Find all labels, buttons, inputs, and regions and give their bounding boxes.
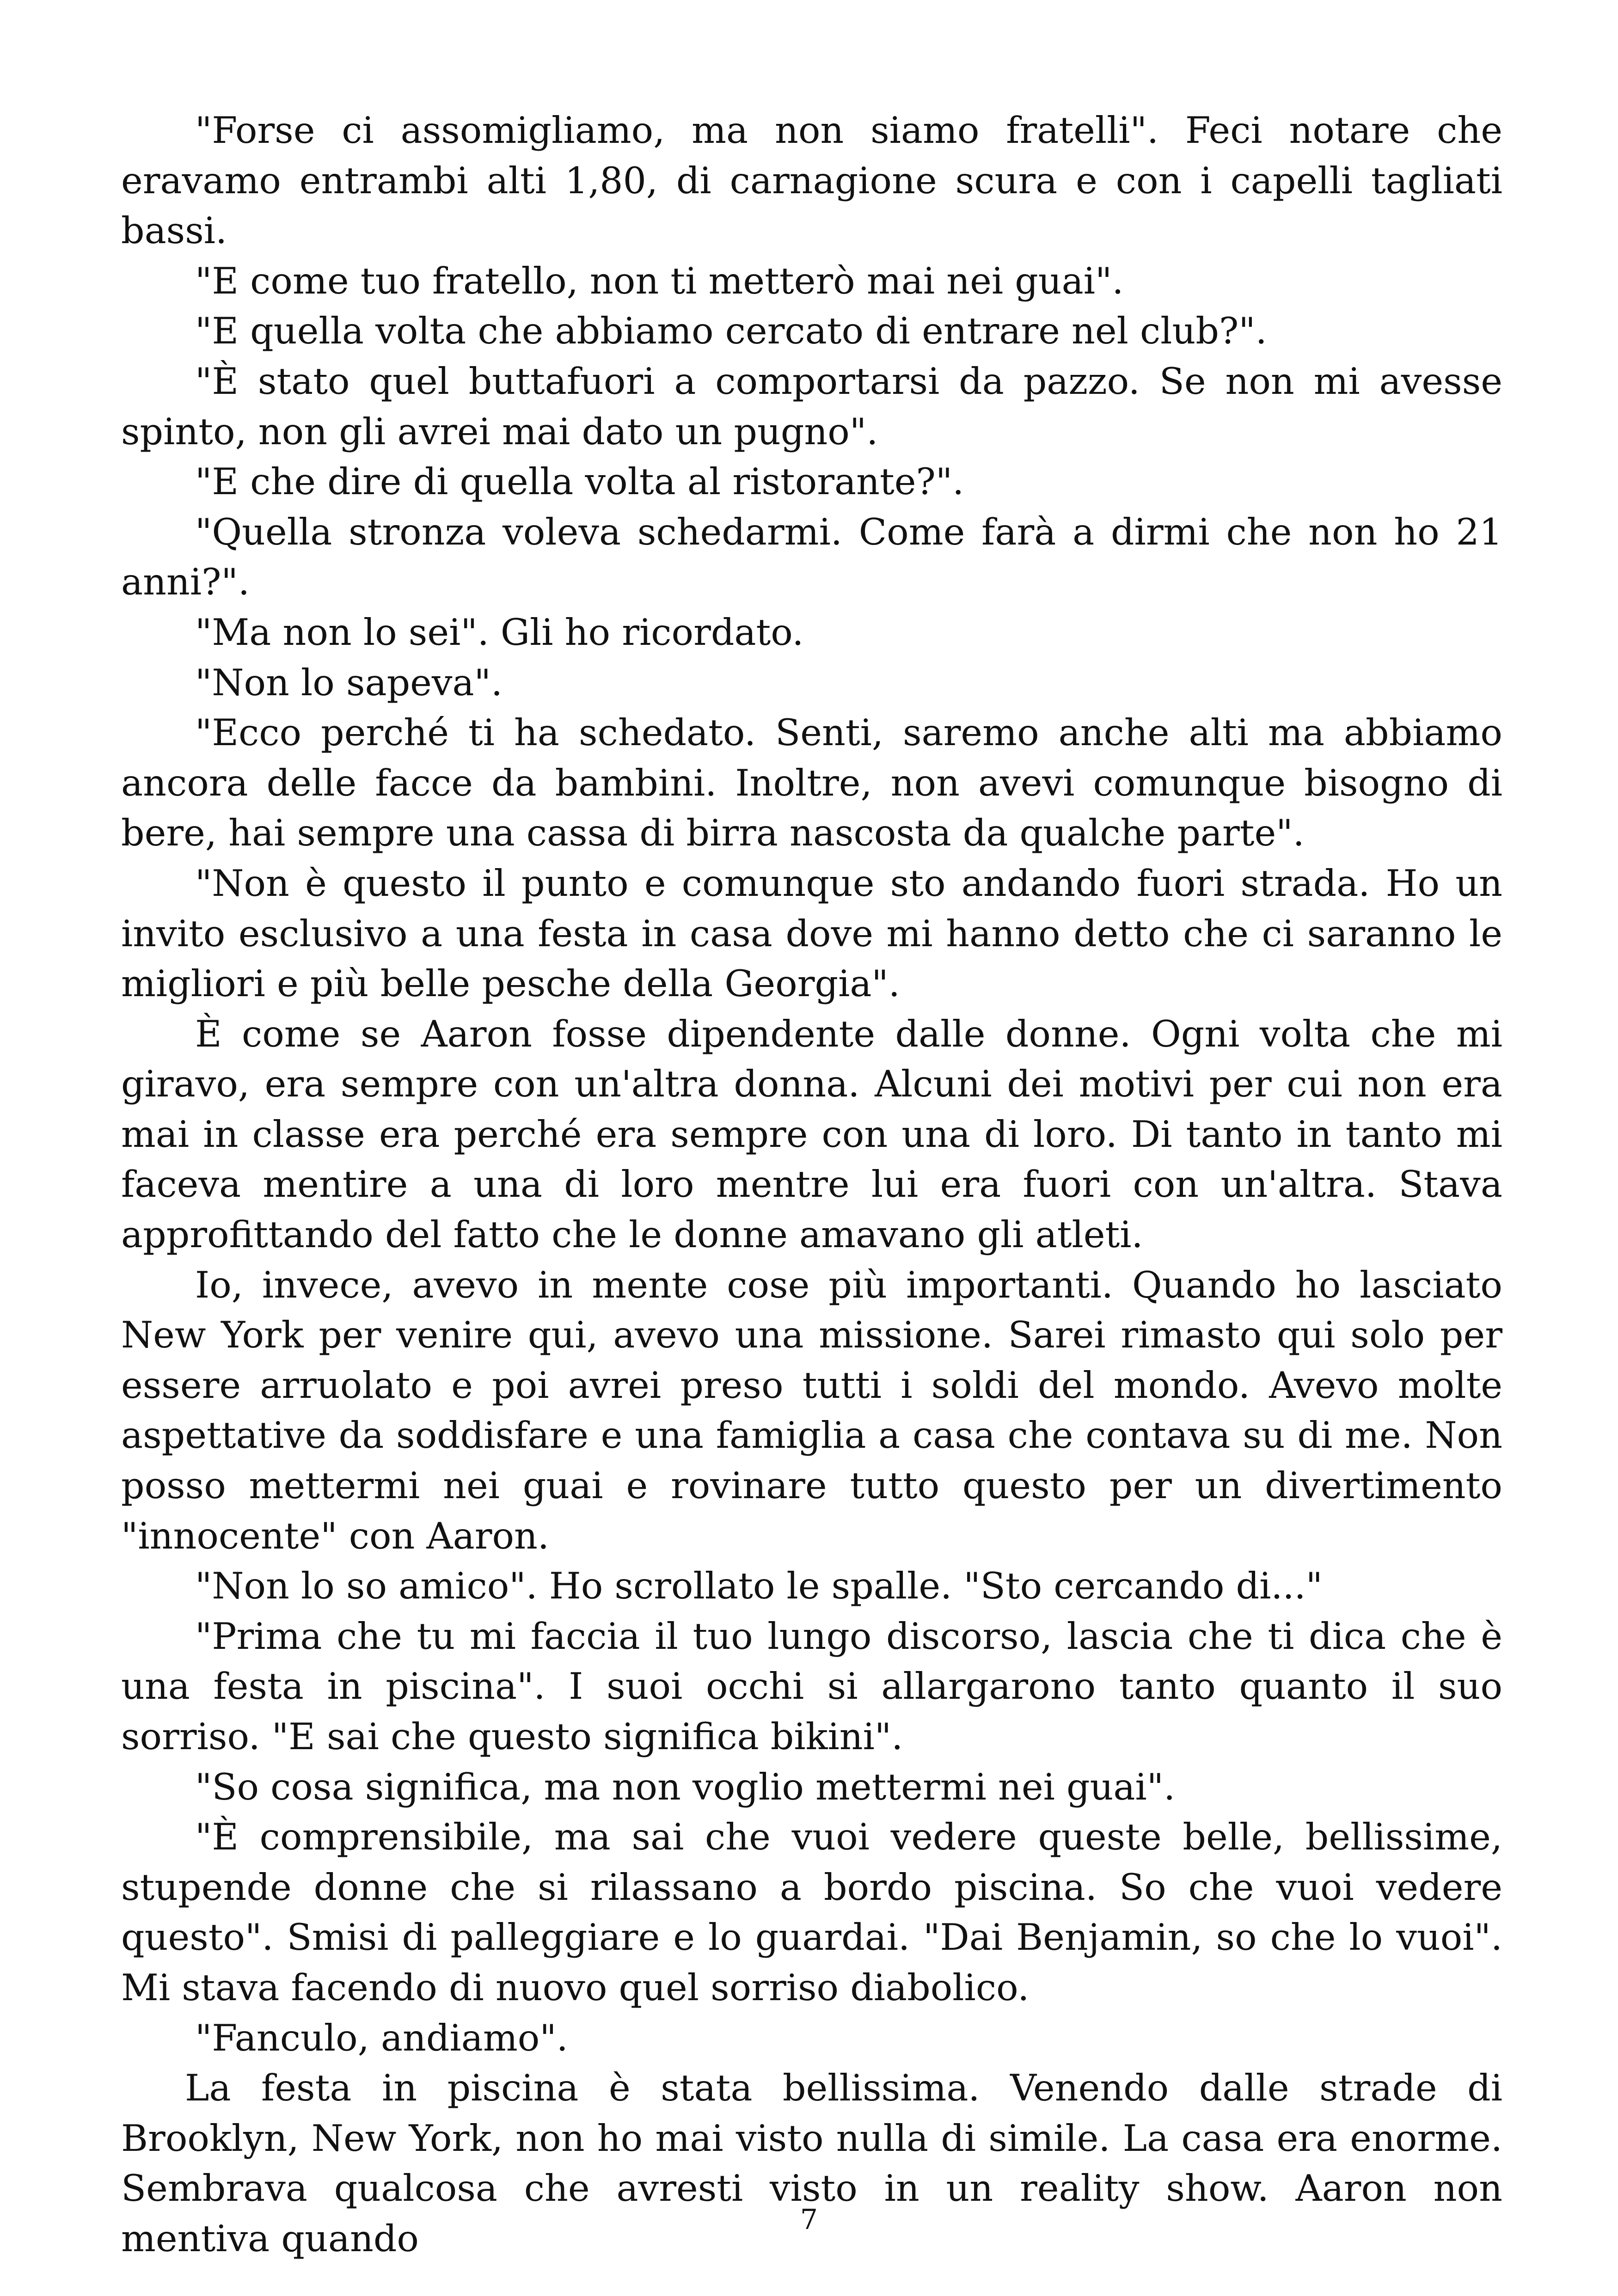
paragraph: "Prima che tu mi faccia il tuo lungo discorso, lascia che ti dica che è una festa in piscina". I suoi occhi si allargarono tanto quanto il suo sorriso. "E sai che questo significa bikini".: [121, 1615, 1502, 1758]
paragraph: "È comprensibile, ma sai che vuoi vedere queste belle, bellissime, stupende donne che si rilassano a bordo piscina. So che vuoi vedere questo". Smisi di palleggiare e lo guardai. "Dai Benjamin, so che lo vuoi". Mi stava facendo di nuovo quel sorriso diabolico.: [121, 1816, 1502, 2009]
paragraph: "Fanculo, andiamo".: [195, 2016, 568, 2059]
paragraph: "So cosa significa, ma non voglio mettermi nei guai".: [195, 1765, 1176, 1808]
paragraph: "E quella volta che abbiamo cercato di entrare nel club?".: [195, 310, 1267, 353]
paragraph: "Quella stronza voleva schedarmi. Come farà a dirmi che non ho 21 anni?".: [121, 510, 1502, 604]
paragraph: "Ecco perché ti ha schedato. Senti, saremo anche alti ma abbiamo ancora delle facce da bambini. Inoltre, non avevi comunque bisogno di bere, hai sempre una cassa di birra nascosta da qualche parte".: [121, 711, 1502, 855]
body-text: [121, 105, 1502, 2264]
paragraph: "Non è questo il punto e comunque sto andando fuori strada. Ho un invito esclusivo a una festa in casa dove mi hanno detto che ci saranno le migliori e più belle pesche della Georgia".: [121, 862, 1502, 1005]
paragraph: "Non lo so amico". Ho scrollato le spalle. "Sto cercando di...": [195, 1565, 1323, 1608]
paragraph: "È stato quel buttafuori a comportarsi da pazzo. Se non mi avesse spinto, non gli avrei mai dato un pugno".: [121, 360, 1502, 453]
paragraph: La festa in piscina è stata bellissima. Venendo dalle strade di Brooklyn, New York, non ho mai visto nulla di simile. La casa era enorme. Sembrava qualcosa che avresti visto in un reality show. Aaron non mentiva quando: [121, 2067, 1502, 2260]
paragraph: "Non lo sapeva".: [195, 661, 503, 704]
paragraph: È come se Aaron fosse dipendente dalle donne. Ogni volta che mi giravo, era sempre con un'altra donna. Alcuni dei motivi per cui non era mai in classe era perché era sempre con una di loro. Di tanto in tanto mi faceva mentire a una di loro mentre lui era fuori con un'altra. Stava approfittando del fatto che le donne amavano gli atleti.: [121, 1012, 1502, 1256]
paragraph: "Ma non lo sei". Gli ho ricordato.: [195, 611, 804, 654]
paragraph: "E che dire di quella volta al ristorante?".: [195, 460, 964, 503]
paragraph: "E come tuo fratello, non ti metterò mai nei guai".: [195, 259, 1124, 302]
paragraph: Io, invece, avevo in mente cose più importanti. Quando ho lasciato New York per venire qui, avevo una missione. Sarei rimasto qui solo per essere arruolato e poi avrei preso tutti i soldi del mondo. Avevo molte aspettative da soddisfare e una famiglia a casa che contava su di me. Non posso mettermi nei guai e rovinare tutto questo per un divertimento "innocente" con Aaron.: [121, 1263, 1502, 1557]
page-number: 7: [800, 2204, 818, 2236]
paragraph: "Forse ci assomigliamo, ma non siamo fratelli". Feci notare che eravamo entrambi alti 1,80, di carnagione scura e con i capelli tagliati bassi.: [121, 109, 1502, 252]
